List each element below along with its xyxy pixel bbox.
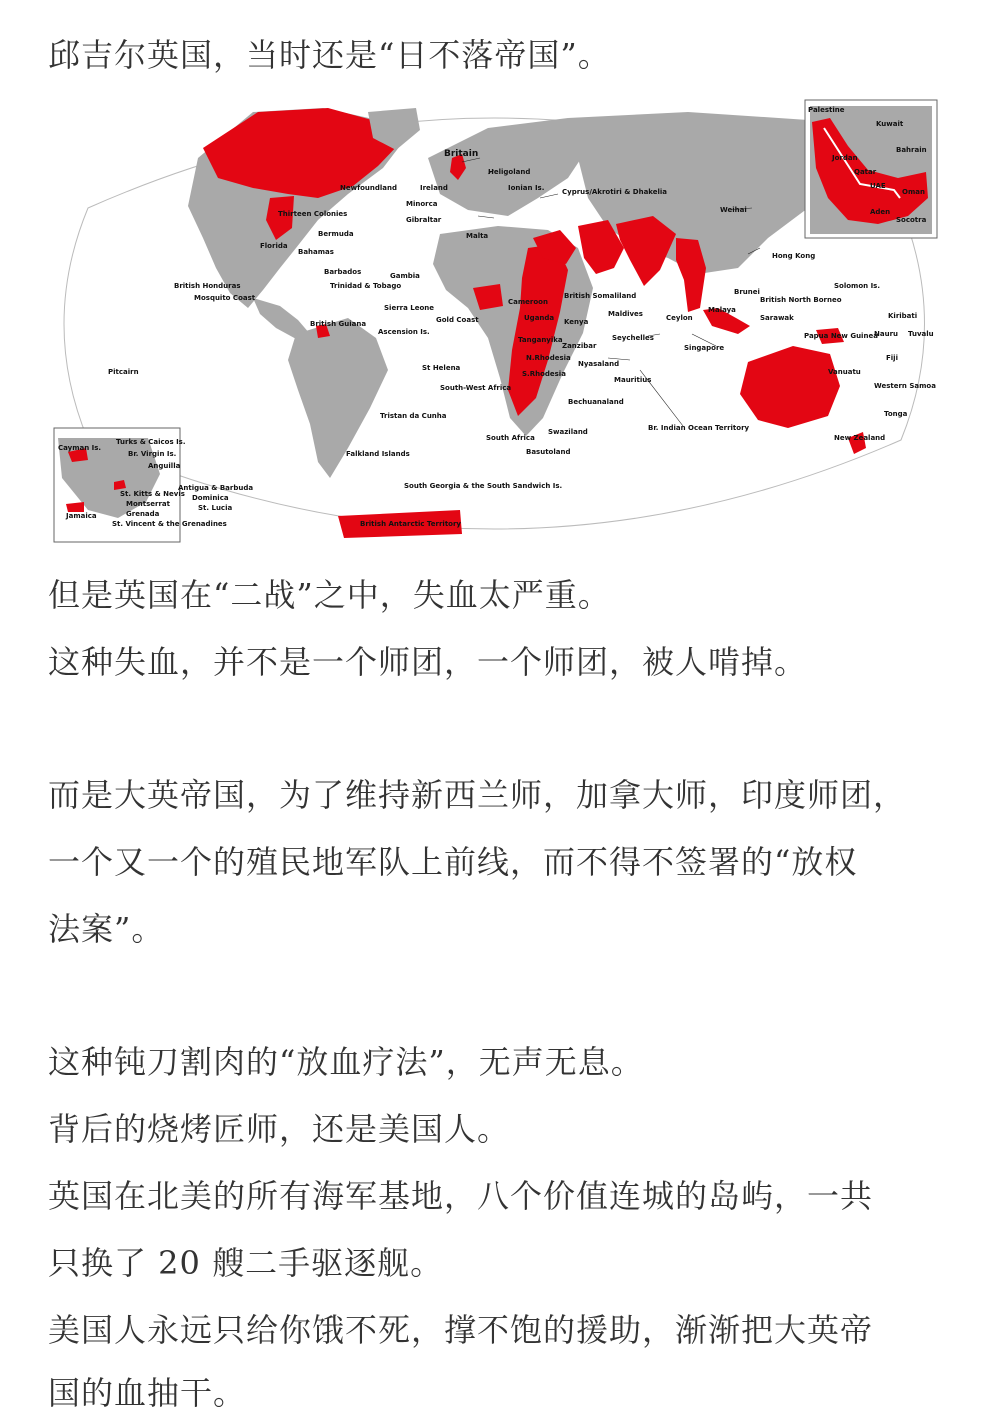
label-barbados: Barbados [324, 268, 362, 276]
label-tanganyika: Tanganyika [518, 336, 563, 344]
label-basutoland: Basutoland [526, 448, 571, 456]
label-north-borneo: British North Borneo [760, 296, 842, 304]
label-st-kitts: St. Kitts & Nevis [120, 490, 185, 498]
label-heligoland: Heligoland [488, 168, 531, 176]
paragraph-4-line-2: 背后的烧烤匠师，还是美国人。 [48, 1110, 511, 1148]
label-biot: Br. Indian Ocean Territory [648, 424, 750, 432]
label-brunei: Brunei [734, 288, 760, 296]
label-socotra: Socotra [896, 216, 927, 224]
label-aden: Aden [870, 208, 891, 216]
world-map-svg [48, 98, 941, 550]
label-british-honduras: British Honduras [174, 282, 241, 290]
label-new-zealand: New Zealand [834, 434, 886, 442]
label-malaya: Malaya [708, 306, 736, 314]
label-newfoundland: Newfoundland [340, 184, 398, 192]
label-uganda: Uganda [524, 314, 555, 322]
label-seychelles: Seychelles [612, 334, 654, 342]
label-n-rhodesia: N.Rhodesia [526, 354, 571, 362]
label-minorca: Minorca [406, 200, 438, 208]
label-bahrain: Bahrain [896, 146, 927, 154]
label-bermuda: Bermuda [318, 230, 354, 238]
paragraph-4-line-4: 只换了 20 艘二手驱逐舰。 [48, 1244, 444, 1282]
label-cyprus: Cyprus/Akrotiri & Dhakelia [562, 188, 668, 196]
label-nauru: Nauru [874, 330, 899, 338]
label-singapore: Singapore [684, 344, 725, 352]
label-gold-coast: Gold Coast [436, 316, 479, 324]
label-st-helena: St Helena [422, 364, 461, 372]
label-falkland: Falkland Islands [346, 450, 410, 458]
label-ascension: Ascension Is. [378, 328, 430, 336]
label-tuvalu: Tuvalu [908, 330, 934, 338]
label-bahamas: Bahamas [298, 248, 334, 256]
label-mosquito-coast: Mosquito Coast [194, 294, 256, 302]
label-anguilla: Anguilla [148, 462, 181, 470]
paragraph-3-line-2: 一个又一个的殖民地军队上前线，而不得不签署的“放权 [48, 843, 858, 881]
label-weihai: Weihai [720, 206, 747, 214]
label-britain: Britain [444, 149, 479, 159]
label-antigua: Antigua & Barbuda [178, 484, 254, 492]
label-thirteen-colonies: Thirteen Colonies [278, 210, 348, 218]
label-pitcairn: Pitcairn [108, 368, 139, 376]
paragraph-3-line-3: 法案”。 [48, 910, 165, 948]
label-kenya: Kenya [564, 318, 589, 326]
paragraph-4-line-1: 这种钝刀割肉的“放血疗法”，无声无息。 [48, 1043, 644, 1081]
label-ireland: Ireland [420, 184, 448, 192]
label-st-vincent: St. Vincent & the Grenadines [112, 520, 227, 528]
label-florida: Florida [260, 242, 288, 250]
label-turks: Turks & Caicos Is. [116, 438, 186, 446]
paragraph-4-line-5: 美国人永远只给你饿不死，撑不饱的援助，渐渐把大英帝 [48, 1311, 874, 1349]
label-cayman: Cayman Is. [58, 444, 102, 452]
label-south-georgia: South Georgia & the South Sandwich Is. [404, 482, 563, 490]
label-uae: UAE [870, 182, 886, 190]
label-br-somaliland: British Somaliland [564, 292, 637, 300]
label-western-samoa: Western Samoa [874, 382, 936, 390]
label-st-lucia: St. Lucia [198, 504, 233, 512]
label-s-rhodesia: S.Rhodesia [522, 370, 566, 378]
label-palestine: Palestine [808, 106, 845, 114]
label-ceylon: Ceylon [666, 314, 693, 322]
paragraph-4-line-3: 英国在北美的所有海军基地，八个价值连城的岛屿，一共 [48, 1177, 874, 1215]
label-mauritius: Mauritius [614, 376, 652, 384]
label-ionian: Ionian Is. [508, 184, 545, 192]
label-grenada: Grenada [126, 510, 160, 518]
label-south-africa: South Africa [486, 434, 535, 442]
label-gambia: Gambia [390, 272, 420, 280]
label-kiribati: Kiribati [888, 312, 918, 320]
paragraph-2-line-2: 这种失血，并不是一个师团，一个师团，被人啃掉。 [48, 643, 808, 681]
label-kuwait: Kuwait [876, 120, 904, 128]
label-oman: Oman [902, 188, 925, 196]
label-montserrat: Montserrat [126, 500, 170, 508]
label-fiji: Fiji [886, 354, 898, 362]
label-tristan: Tristan da Cunha [380, 412, 447, 420]
label-dominica: Dominica [192, 494, 229, 502]
label-bechuanaland: Bechuanaland [568, 398, 624, 406]
label-trinidad: Trinidad & Tobago [330, 282, 402, 290]
label-cameroon: Cameroon [508, 298, 548, 306]
label-south-west-africa: South-West Africa [440, 384, 512, 392]
paragraph-4-line-6: 国的血抽干。 [48, 1374, 247, 1412]
paragraph-2-line-1: 但是英国在“二战”之中，失血太严重。 [48, 576, 611, 614]
label-sierra-leone: Sierra Leone [384, 304, 435, 312]
label-nyasaland: Nyasaland [578, 360, 620, 368]
label-malta: Malta [466, 232, 489, 240]
label-hong-kong: Hong Kong [772, 252, 816, 260]
label-swaziland: Swaziland [548, 428, 588, 436]
label-papua: Papua New Guinea [804, 332, 878, 340]
label-jordan: Jordan [832, 154, 858, 162]
label-solomon: Solomon Is. [834, 282, 881, 290]
label-maldives: Maldives [608, 310, 643, 318]
label-qatar: Qatar [854, 168, 877, 176]
british-empire-map [48, 98, 941, 550]
paragraph-3-line-1: 而是大英帝国，为了维持新西兰师，加拿大师，印度师团， [48, 776, 907, 814]
label-jamaica: Jamaica [66, 512, 97, 520]
label-zanzibar: Zanzibar [562, 342, 597, 350]
label-british-guiana: British Guiana [310, 320, 367, 328]
label-vanuatu: Vanuatu [828, 368, 861, 376]
label-antarctic: British Antarctic Territory [360, 520, 461, 528]
label-bvi: Br. Virgin Is. [128, 450, 177, 458]
label-sarawak: Sarawak [760, 314, 794, 322]
label-tonga: Tonga [884, 410, 908, 418]
paragraph-intro: 邱吉尔英国，当时还是“日不落帝国”。 [48, 36, 611, 74]
label-gibraltar: Gibraltar [406, 216, 442, 224]
